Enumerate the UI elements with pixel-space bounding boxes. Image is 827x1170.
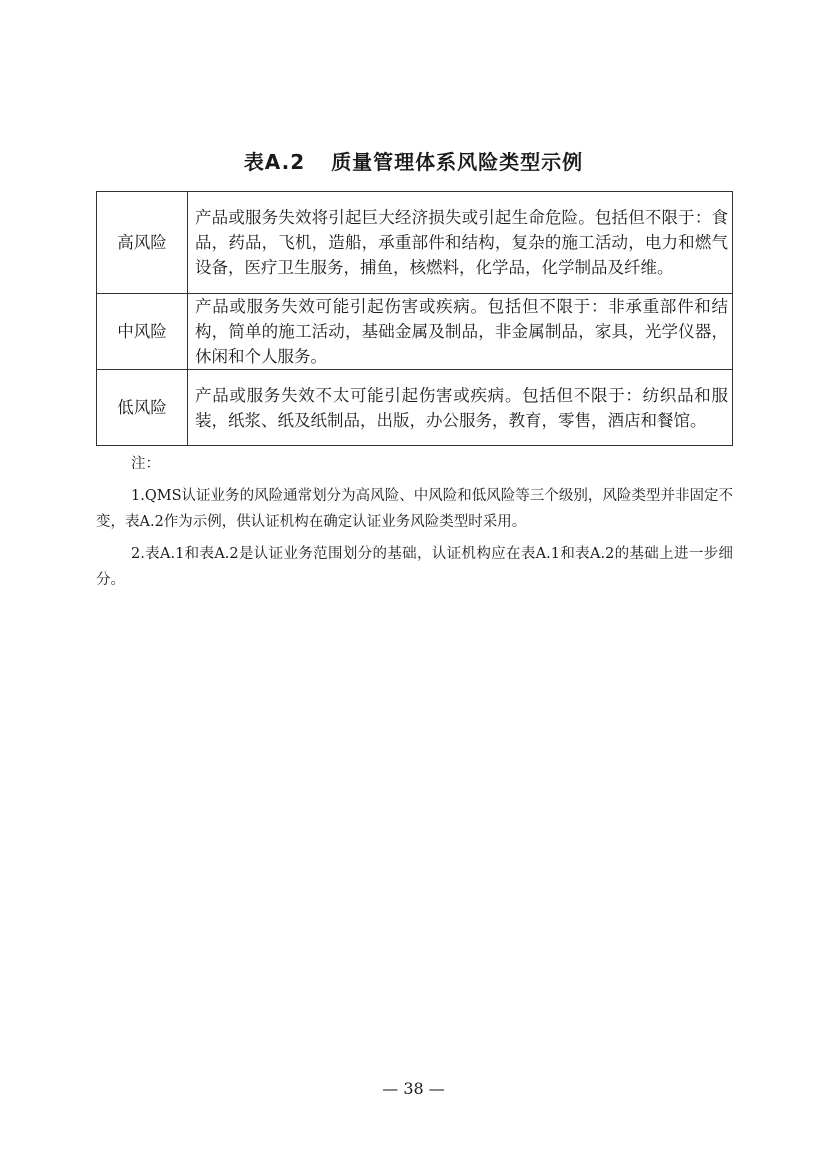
notes-label: 注： [131, 456, 160, 472]
table-row-high-risk [97, 192, 733, 294]
page-number: — 38 — [382, 1079, 445, 1098]
risk-level-medium: 中风险 [97, 294, 188, 370]
note-item-1: 1.QMS认证业务的风险通常划分为高风险、中风险和低风险等三个级别，风险类型并非固定不变，表A.2作为示例，供认证机构在确定认证业务风险类型时采用。 [96, 488, 733, 530]
risk-type-table [96, 191, 733, 446]
risk-level-low: 低风险 [97, 370, 188, 446]
table-title [0, 147, 827, 177]
notes-section [96, 451, 733, 599]
table-caption: 质量管理体系风险类型示例 [331, 150, 584, 174]
risk-description-low: 产品或服务失效不太可能引起伤害或疾病。包括但不限于：纺织品和服装，纸浆、纸及纸制品，出版，办公服务，教育，零售，酒店和餐馆。 [188, 370, 733, 446]
note-item-2: 2.表A.1和表A.2是认证业务范围划分的基础，认证机构应在表A.1和表A.2的基础上进一步细分。 [96, 546, 733, 588]
table-row-medium-risk [97, 294, 733, 370]
risk-description-medium: 产品或服务失效可能引起伤害或疾病。包括但不限于：非承重部件和结构，简单的施工活动，基础金属及制品，非金属制品，家具，光学仪器，休闲和个人服务。 [188, 294, 733, 370]
risk-level-high: 高风险 [97, 192, 188, 294]
risk-description-high: 产品或服务失效将引起巨大经济损失或引起生命危险。包括但不限于：食品，药品，飞机，造船，承重部件和结构，复杂的施工活动，电力和燃气设备，医疗卫生服务，捕鱼，核燃料，化学品，化学制品及纤维。 [188, 192, 733, 294]
table-number: 表A.2 [243, 150, 306, 174]
table-row-low-risk [97, 370, 733, 446]
